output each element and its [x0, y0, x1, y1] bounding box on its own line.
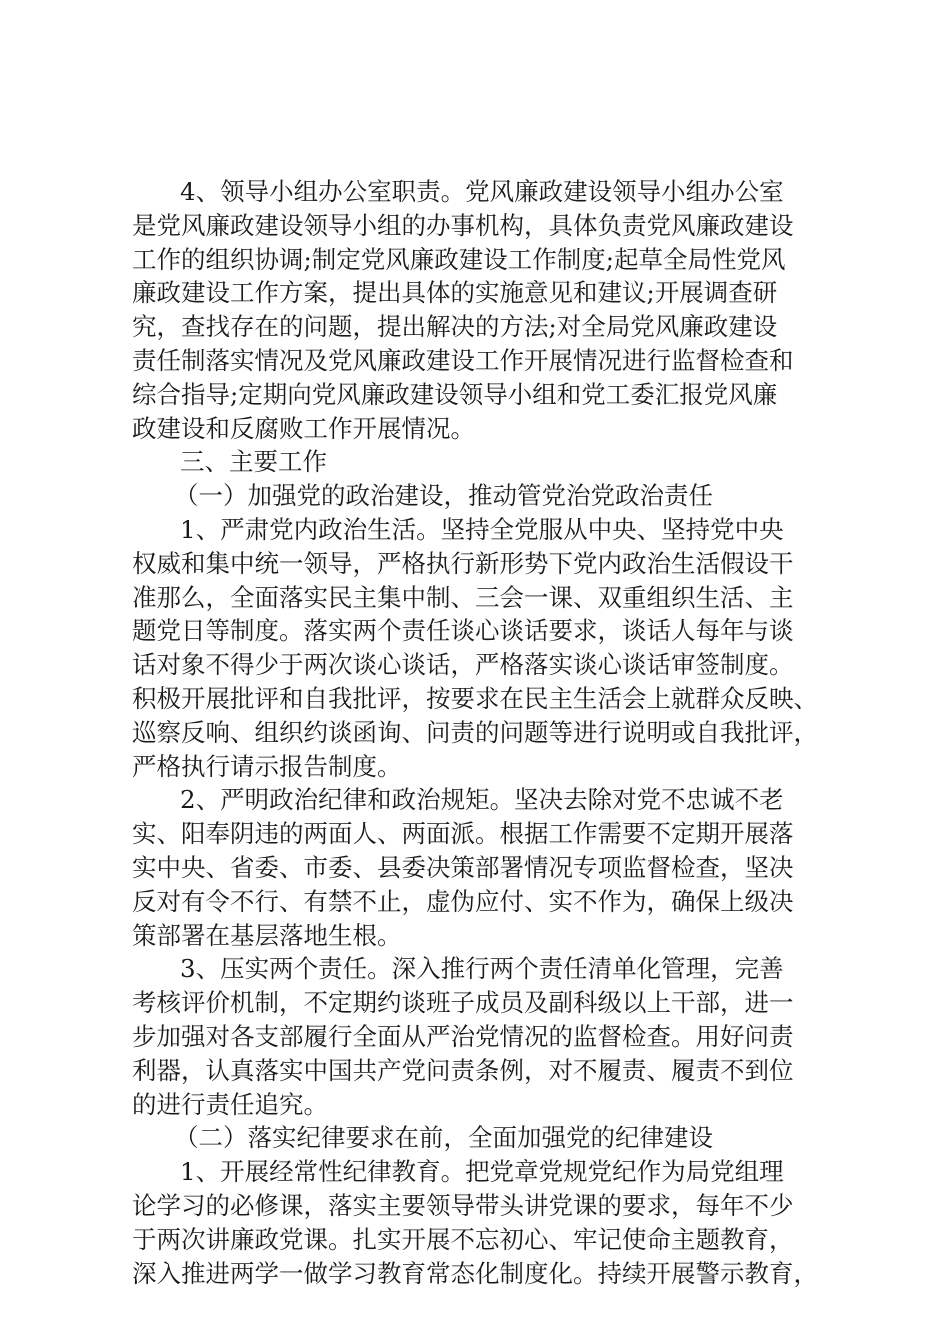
text-line: 话对象不得少于两次谈心谈话，严格落实谈心谈话审签制度。 [132, 650, 794, 680]
text-line: 题党日等制度。落实两个责任谈心谈话要求，谈话人每年与谈 [132, 616, 794, 646]
text-line: 策部署在基层落地生根。 [132, 920, 402, 950]
text-line: 工作的组织协调;制定党风廉政建设工作制度;起草全局性党风 [132, 244, 786, 274]
text-line: 权威和集中统一领导，严格执行新形势下党内政治生活假设干 [132, 548, 794, 578]
text-line: 论学习的必修课，落实主要领导带头讲党课的要求，每年不少 [132, 1190, 794, 1220]
text-line: 严格执行请示报告制度。 [132, 751, 402, 781]
text-line: 准那么，全面落实民主集中制、三会一课、双重组织生活、主 [132, 582, 794, 612]
text-line: 政建设和反腐败工作开展情况。 [132, 413, 475, 443]
text-line: 积极开展批评和自我批评，按要求在民主生活会上就群众反映、 [132, 683, 818, 713]
document-body [132, 175, 832, 1290]
text-line: 的进行责任追究。 [132, 1089, 328, 1119]
text-line: 4、领导小组办公室职责。党风廉政建设领导小组办公室 [180, 177, 784, 206]
text-line: 深入推进两学一做学习教育常态化制度化。持续开展警示教育， [132, 1258, 818, 1288]
text-line: 是党风廉政建设领导小组的办事机构，具体负责党风廉政建设 [132, 210, 794, 240]
text-line: （一）加强党的政治建设，推动管党治党政治责任 [174, 481, 713, 511]
text-line: 3、压实两个责任。深入推行两个责任清单化管理，完善 [180, 954, 784, 984]
text-line: 责任制落实情况及党风廉政建设工作开展情况进行监督检查和 [132, 345, 794, 375]
text-line: 步加强对各支部履行全面从严治党情况的监督检查。用好问责 [132, 1021, 794, 1051]
text-line: 三、主要工作 [180, 447, 327, 477]
text-line: 实、阳奉阴违的两面人、两面派。根据工作需要不定期开展落 [132, 819, 794, 849]
text-line: 廉政建设工作方案，提出具体的实施意见和建议;开展调查研 [132, 278, 778, 308]
text-line: 综合指导;定期向党风廉政建设领导小组和党工委汇报党风廉 [132, 379, 778, 409]
text-line: 巡察反响、组织约谈函询、问责的问题等进行说明或自我批评， [132, 717, 818, 747]
text-line: 究，查找存在的问题，提出解决的方法;对全局党风廉政建设 [132, 312, 778, 342]
text-line: 1、严肃党内政治生活。坚持全党服从中央、坚持党中央 [180, 514, 784, 544]
text-line: 实中央、省委、市委、县委决策部署情况专项监督检查，坚决 [132, 852, 794, 882]
text-line: 2、严明政治纪律和政治规矩。坚决去除对党不忠诚不老 [180, 785, 784, 815]
text-line: 反对有令不行、有禁不止，虚伪应付、实不作为，确保上级决 [132, 886, 794, 916]
text-line: （二）落实纪律要求在前，全面加强党的纪律建设 [174, 1123, 713, 1153]
text-line: 1、开展经常性纪律教育。把党章党规党纪作为局党组理 [180, 1157, 784, 1187]
text-line: 考核评价机制，不定期约谈班子成员及副科级以上干部，进一 [132, 988, 794, 1018]
text-line: 于两次讲廉政党课。扎实开展不忘初心、牢记使命主题教育， [132, 1224, 794, 1254]
text-line: 利器，认真落实中国共产党问责条例，对不履责、履责不到位 [132, 1055, 794, 1085]
